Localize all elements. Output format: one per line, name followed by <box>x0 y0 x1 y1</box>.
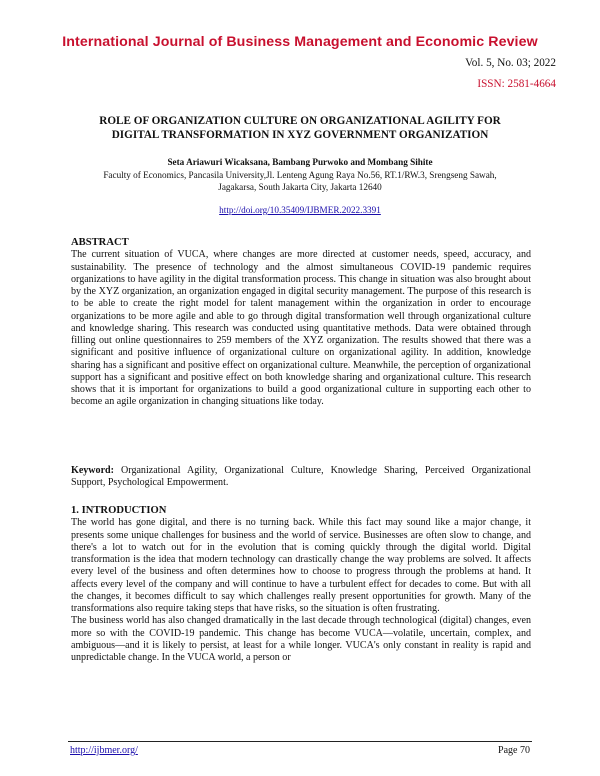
footer-divider <box>68 741 532 742</box>
introduction-heading: 1. INTRODUCTION <box>71 505 167 516</box>
keywords-section <box>71 465 531 490</box>
journal-title: International Journal of Business Management and Economic Review <box>62 34 538 50</box>
abstract-section <box>71 237 531 409</box>
footer-website-link[interactable]: http://ijbmer.org/ <box>70 745 138 756</box>
issn: ISSN: 2581-4664 <box>477 78 556 90</box>
doi-link[interactable]: http://doi.org/10.35409/IJBMER.2022.3391 <box>219 205 381 215</box>
introduction-paragraph-1: The world has gone digital, and there is no turning back. While this fact may sound like a major change, it presents some unique challenges for business and the world of service. Businesses are often slow to change, and there's a lot to watch out for in the evolution that is coming quickly through the digital world. Digital transformation is the idea that modern technology can drastically change the way problems are solved. It affects every level of the business and often determines how to choose to progress through the problems at hand. It affects every level of the company and will continue to have a turbulent effect for decades to come. But with all the changes, it becomes difficult to say which challenges really present opportunities for growth. Many of the transformations also require taking steps that have risks, so the situation is often frustrating. <box>71 517 531 614</box>
affiliation <box>70 169 530 193</box>
abstract-heading: ABSTRACT <box>71 237 129 248</box>
article-title <box>70 114 530 142</box>
affiliation-line-1: Faculty of Economics, Pancasila University,Jl. Lenteng Agung Raya No.56, RT.1/RW.3, Srengseng Sawah, <box>103 170 497 180</box>
title-line-2: DIGITAL TRANSFORMATION IN XYZ GOVERNMENT ORGANIZATION <box>111 129 489 141</box>
affiliation-line-2: Jagakarsa, South Jakarta City, Jakarta 12640 <box>218 182 382 192</box>
keywords-label: Keyword: <box>71 465 114 476</box>
keywords-text: Organizational Agility, Organizational Culture, Knowledge Sharing, Perceived Organizational Support, Psychological Empowerment. <box>71 465 531 489</box>
introduction-paragraph-2: The business world has also changed dramatically in the last decade through technological (digital) changes, even more so with the COVID-19 pandemic. This change has become VUCA—volatile, uncertain, complex, and ambiguous—and it is likely to persist, at least for a while longer. VUCA's only constant in reality is rapid and unpredictable change. In the VUCA world, a person or <box>71 615 531 663</box>
volume-info: Vol. 5, No. 03; 2022 <box>465 57 556 69</box>
authors: Seta Ariawuri Wicaksana, Bambang Purwoko and Mombang Sihite <box>167 157 433 167</box>
abstract-text: The current situation of VUCA, where changes are more directed at customer needs, speed, accuracy, and sustainability. The presence of technology and the almost simultaneous COVID-19 pandemic requires organizations to have agility in the digital transformation process. This change in situation was also brought about by the XYZ organization, an organization engaged in digital security management. The purpose of this research is to be able to create the right model for talent management within the organization in order to encourage organizations to be more agile and able to go through digital transformation well through organizational culture and knowledge sharing. This research was conducted using quantitative methods. Data were obtained through filling out online questionnaires to 259 members of the XYZ organization. The results showed that there was a significant and positive influence of organizational culture on organizational agility. In addition, knowledge sharing has a significant and positive effect on organizational culture. Meanwhile, the perception of organizational support has a significant and positive effect on both knowledge sharing and organizational culture. This research shows that it is important for organizations to build a good organizational culture in supporting each other to become an agile organization in changing situations like today. <box>71 249 531 408</box>
introduction-section <box>71 505 531 664</box>
title-line-1: ROLE OF ORGANIZATION CULTURE ON ORGANIZATIONAL AGILITY FOR <box>99 115 501 127</box>
page-number: Page 70 <box>498 745 530 756</box>
